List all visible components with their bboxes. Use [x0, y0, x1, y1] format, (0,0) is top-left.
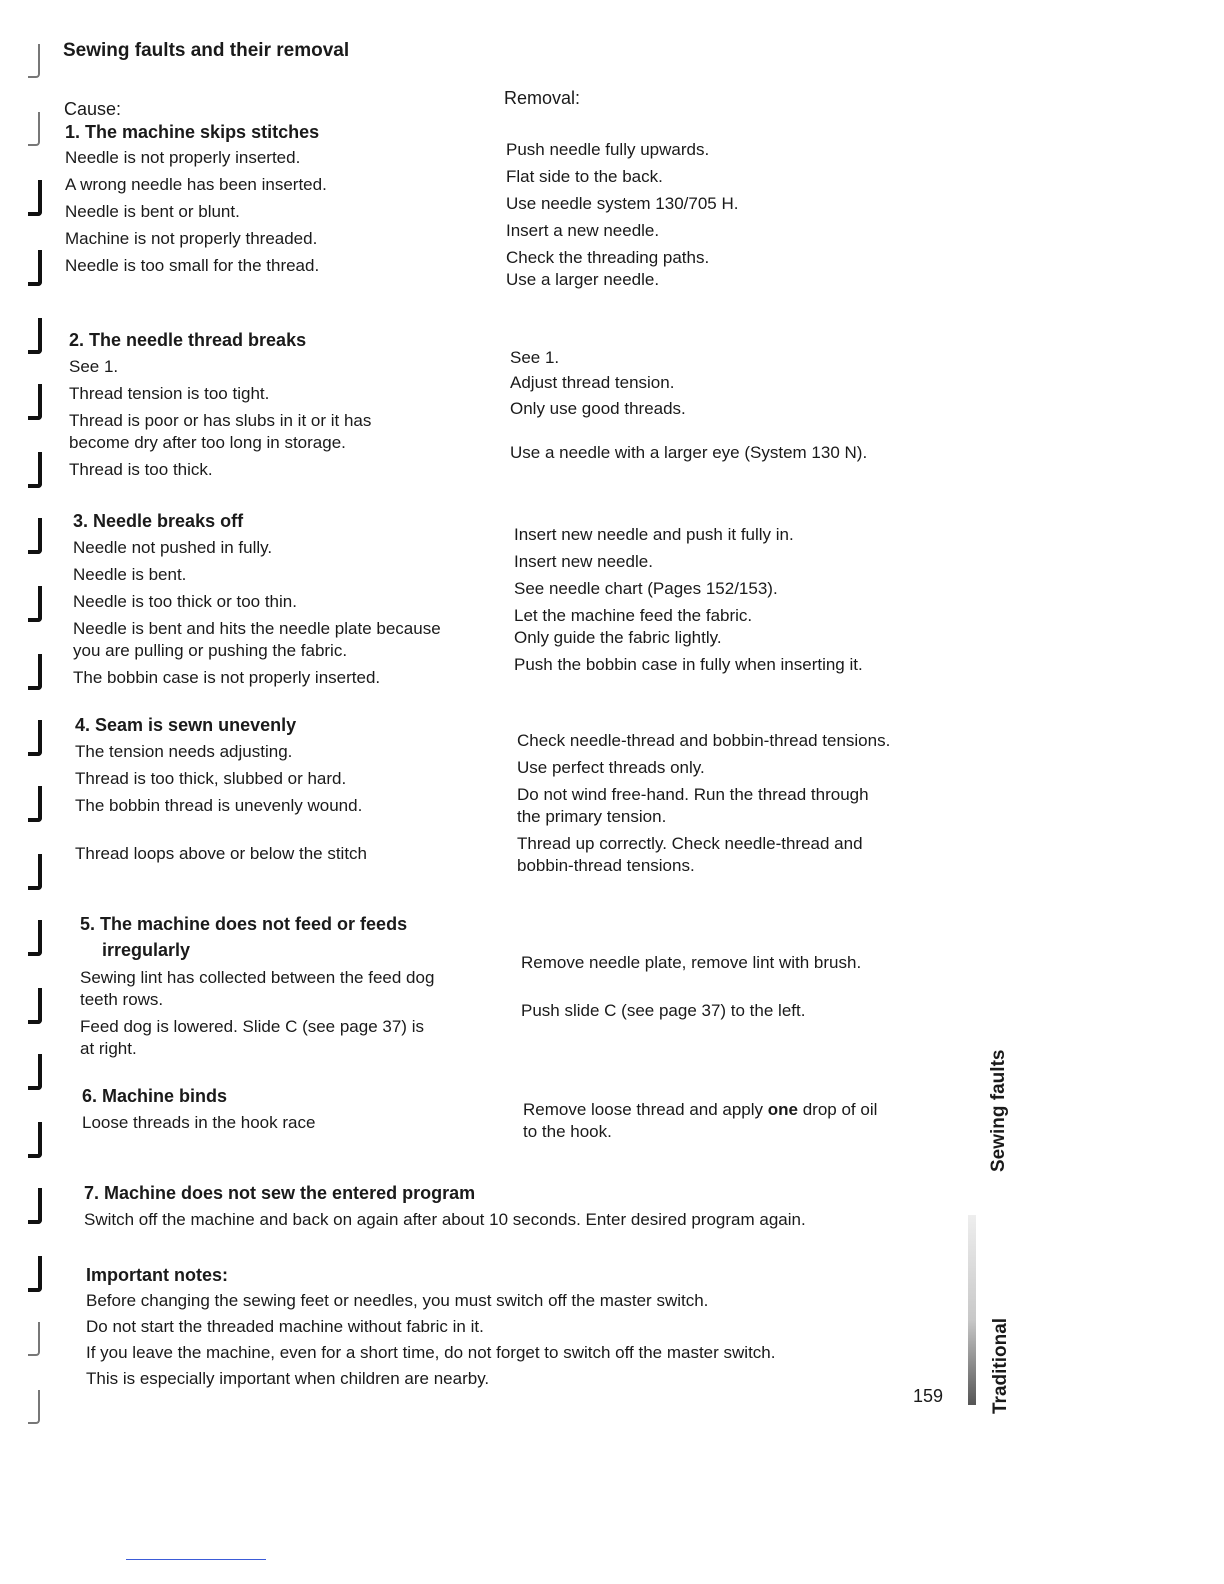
removal-block-2 [510, 347, 867, 464]
cause-line: Thread is poor or has slubs in it or it has [69, 411, 372, 430]
removal-line: Push slide C (see page 37) to the left. [521, 1001, 806, 1020]
fault-heading: 3. Needle breaks off [73, 511, 244, 531]
fault-heading: 1. The machine skips stitches [65, 122, 320, 142]
removal-line: Insert new needle and push it fully in. [514, 525, 794, 544]
cause-line: Thread is too thick, slubbed or hard. [75, 769, 347, 788]
note-line: Before changing the sewing feet or needles, you must switch off the master switch. [86, 1291, 709, 1310]
important-notes [86, 1264, 775, 1390]
footer-rule [126, 1559, 266, 1560]
removal-line: Insert a new needle. [506, 221, 660, 240]
fault-section-4 [75, 714, 367, 865]
removal-line: Adjust thread tension. [510, 373, 675, 392]
removal-line: Use needle system 130/705 H. [506, 194, 739, 213]
removal-line: Flat side to the back. [506, 167, 663, 186]
page-title: Sewing faults and their removal [63, 40, 350, 61]
cause-line: at right. [80, 1039, 137, 1058]
fault-heading: 5. The machine does not feed or feeds [80, 914, 408, 934]
removal-line: Push the bobbin case in fully when inserting it. [514, 655, 863, 674]
cause-label: Cause: [64, 99, 122, 119]
side-tab-sewing-faults: Sewing faults [988, 1049, 1009, 1172]
removal-line: Check the threading paths. [506, 248, 710, 267]
cause-line: Thread is too thick. [69, 460, 213, 479]
fault-heading: 4. Seam is sewn unevenly [75, 715, 297, 735]
removal-block-3 [514, 524, 863, 676]
cause-line: A wrong needle has been inserted. [65, 175, 327, 194]
removal-line: Let the machine feed the fabric. [514, 606, 753, 625]
side-tab-traditional: Traditional [990, 1317, 1011, 1414]
fault-section-6 [82, 1085, 315, 1134]
cause-line: teeth rows. [80, 990, 164, 1009]
fault-heading: 2. The needle thread breaks [69, 330, 307, 350]
removal-line: See 1. [510, 348, 560, 367]
removal-line: Do not wind free-hand. Run the thread through [517, 785, 869, 804]
removal-line: bobbin-thread tensions. [517, 856, 695, 875]
removal-line: Use a larger needle. [506, 270, 660, 289]
removal-line: the primary tension. [517, 807, 667, 826]
note-line: This is especially important when children are nearby. [86, 1369, 490, 1388]
cause-line: The tension needs adjusting. [75, 742, 293, 761]
removal-line: Push needle fully upwards. [506, 140, 710, 159]
removal-line: Use perfect threads only. [517, 758, 705, 777]
cause-line: Needle is too small for the thread. [65, 256, 320, 275]
page-number: 159 [913, 1386, 944, 1406]
cause-line: Thread tension is too tight. [69, 384, 270, 403]
removal-text: drop of oil [798, 1100, 878, 1119]
note-line: Do not start the threaded machine without fabric in it. [86, 1317, 484, 1336]
removal-line: Use a needle with a larger eye (System 130 N). [510, 443, 868, 462]
fault-section-1 [65, 121, 327, 277]
cause-line: Machine is not properly threaded. [65, 229, 318, 248]
cause-line: Needle not pushed in fully. [73, 538, 273, 557]
removal-label: Removal: [504, 88, 581, 108]
removal-line: Insert new needle. [514, 552, 653, 571]
removal-text: Remove loose thread and apply [523, 1100, 768, 1119]
removal-block-6 [523, 1099, 877, 1143]
removal-line [523, 1099, 877, 1121]
cause-line: you are pulling or pushing the fabric. [73, 641, 348, 660]
cause-line: Thread loops above or below the stitch [75, 844, 368, 863]
cause-line: The bobbin thread is unevenly wound. [75, 796, 363, 815]
removal-line: Only guide the fabric lightly. [514, 628, 722, 647]
removal-line: Thread up correctly. Check needle-thread and [517, 834, 863, 853]
cause-line: The bobbin case is not properly inserted. [73, 668, 381, 687]
removal-line: Remove needle plate, remove lint with brush. [521, 953, 862, 972]
fault-section-5 [80, 913, 434, 1060]
cause-line: Needle is not properly inserted. [65, 148, 301, 167]
fault-section-7 [84, 1182, 806, 1231]
removal-block-5 [521, 952, 861, 1022]
removal-emphasis: one [767, 1100, 798, 1119]
fault-heading-cont: irregularly [102, 940, 191, 960]
removal-line: See needle chart (Pages 152/153). [514, 579, 778, 598]
cause-line: Sewing lint has collected between the feed dog [80, 968, 435, 987]
cause-line: Needle is bent and hits the needle plate because [73, 619, 441, 638]
fault-text: Switch off the machine and back on again after about 10 seconds. Enter desired program again. [84, 1210, 806, 1229]
cause-line: become dry after too long in storage. [69, 433, 346, 452]
cause-line: Needle is bent or blunt. [65, 202, 240, 221]
removal-line: to the hook. [523, 1122, 612, 1141]
fault-heading: 7. Machine does not sew the entered program [84, 1183, 476, 1203]
notes-heading: Important notes: [86, 1265, 228, 1285]
cause-line: Needle is too thick or too thin. [73, 592, 297, 611]
removal-block-4 [517, 730, 890, 877]
cause-line: Loose threads in the hook race [82, 1113, 316, 1132]
removal-line: Only use good threads. [510, 399, 686, 418]
fault-section-2 [69, 329, 371, 481]
cause-line: See 1. [69, 357, 119, 376]
removal-line: Check needle-thread and bobbin-thread tensions. [517, 731, 891, 750]
fault-heading: 6. Machine binds [82, 1086, 228, 1106]
fault-section-3 [73, 510, 441, 689]
cause-line: Feed dog is lowered. Slide C (see page 37) is [80, 1017, 424, 1036]
note-line: If you leave the machine, even for a short time, do not forget to switch off the master switch. [86, 1343, 776, 1362]
cause-line: Needle is bent. [73, 565, 187, 584]
thumb-index-bar [968, 1215, 976, 1405]
removal-block-1 [506, 139, 738, 291]
